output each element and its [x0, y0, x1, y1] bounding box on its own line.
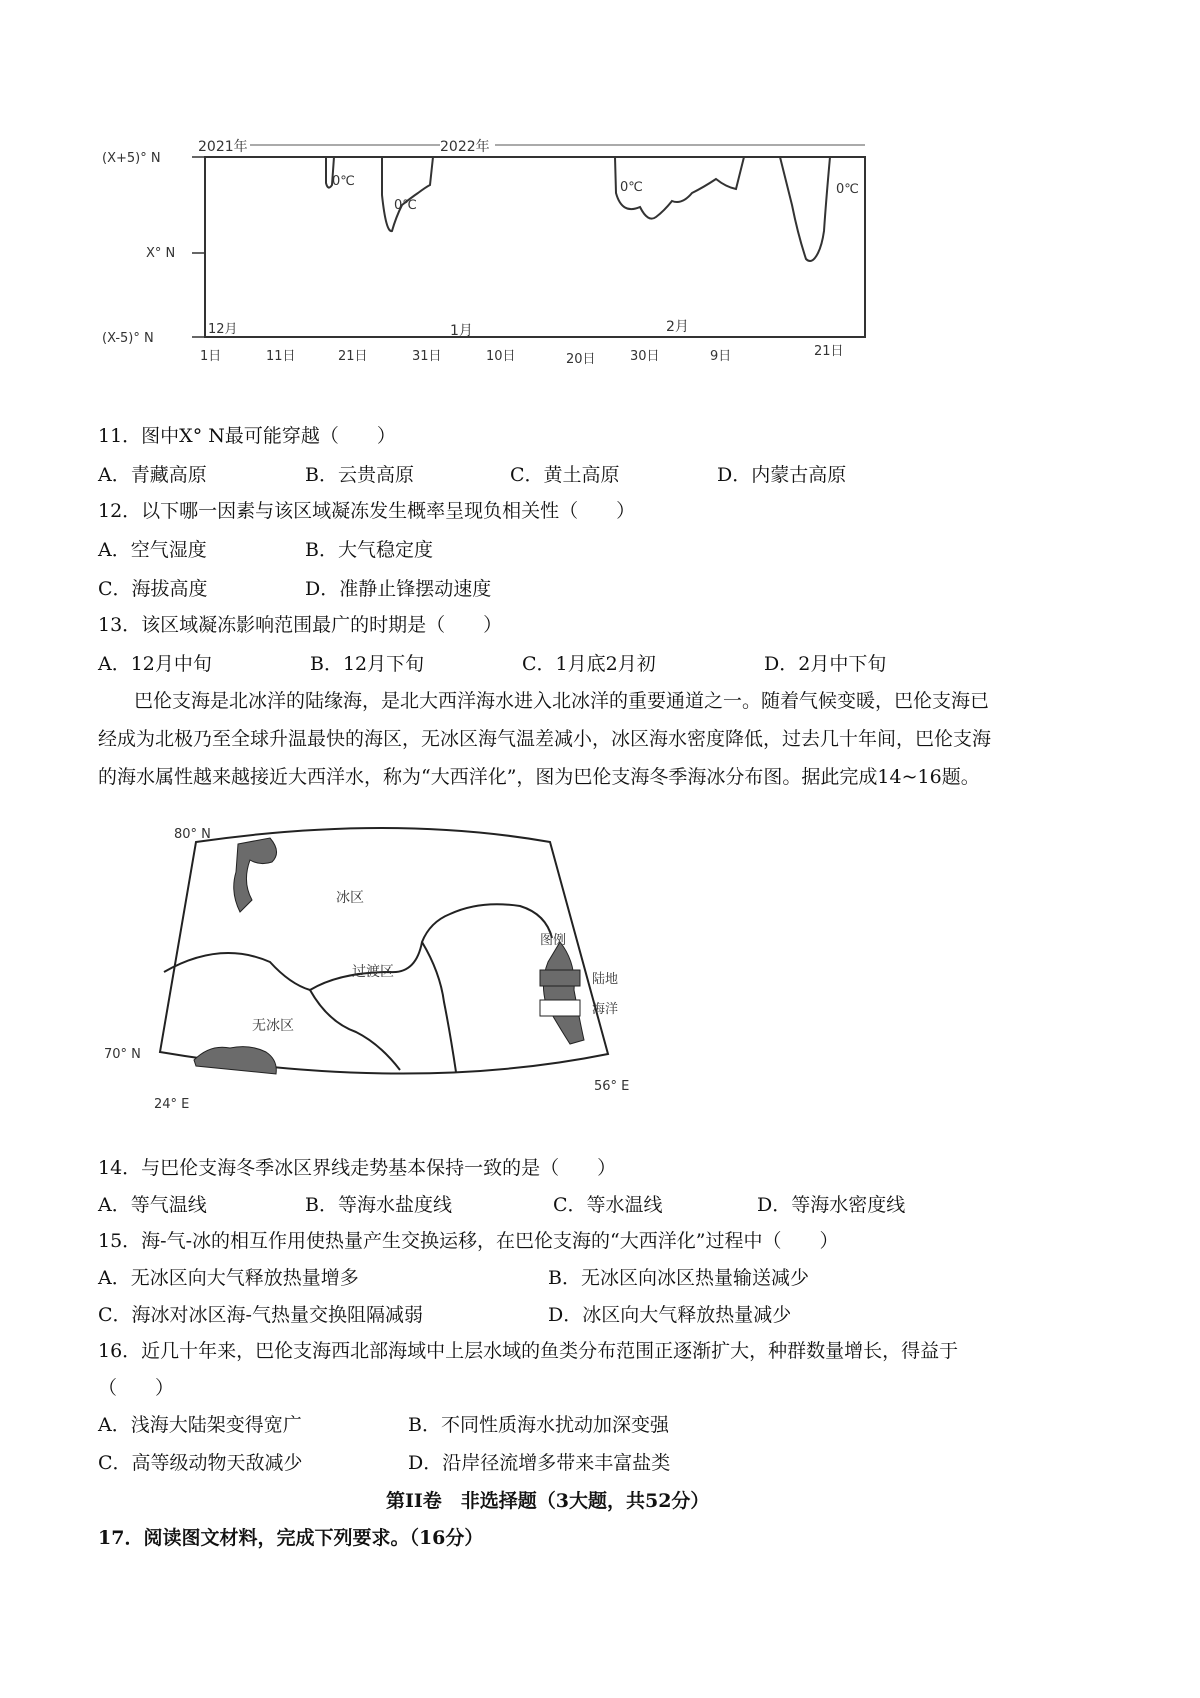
lat-70-label: 70° N — [104, 1047, 141, 1062]
freezing-region-2 — [382, 157, 433, 231]
question-11-option-b: B．云贵高原 — [305, 464, 414, 486]
legend-land-swatch — [540, 970, 580, 986]
question-14-option-d: D．等海水密度线 — [757, 1194, 906, 1216]
figure-frame — [205, 157, 865, 337]
question-13-option-d: D．2月中下旬 — [764, 653, 887, 675]
day-label: 11日 — [266, 349, 296, 364]
day-labels — [200, 344, 844, 367]
question-12-option-b: B．大气稳定度 — [305, 539, 433, 561]
day-label: 21日 — [338, 349, 368, 364]
question-11-option-d: D．内蒙古高原 — [717, 464, 847, 486]
question-13-stem: 13．该区域凝冻影响范围最广的时期是（ ） — [98, 614, 503, 636]
legend-title: 图例 — [540, 933, 567, 948]
question-14-option-b: B．等海水盐度线 — [305, 1194, 452, 1216]
y-axis-bottom-label: (X-5)° N — [102, 331, 154, 346]
isotherm-label: 0℃ — [332, 174, 355, 189]
question-16-stem-continued: （ ） — [98, 1377, 175, 1399]
question-15-option-c: C．海冰对冰区海-气热量交换阻隔减弱 — [98, 1304, 423, 1326]
day-label: 1日 — [200, 349, 222, 364]
zone-ice-label: 冰区 — [336, 890, 364, 906]
section-2-heading: 第II卷 非选择题（3大题，共52分） — [386, 1490, 710, 1512]
map-legend — [538, 930, 698, 1050]
freezing-region-4 — [780, 157, 830, 261]
question-13-option-a: A．12月中旬 — [98, 653, 212, 675]
year-2021-label: 2021年 — [198, 139, 248, 155]
y-axis-mid-label: X° N — [146, 246, 176, 261]
isotherm-label: 0℃ — [836, 182, 859, 197]
question-15-option-b: B．无冰区向冰区热量输送减少 — [548, 1267, 809, 1289]
passage-line-3: 的海水属性越来越接近大西洋水，称为“大西洋化”，图为巴伦支海冬季海冰分布图。据此完成14~16题。 — [98, 766, 980, 788]
zone-no-ice-label: 无冰区 — [252, 1018, 294, 1034]
question-14-stem: 14．与巴伦支海冬季冰区界线走势基本保持一致的是（ ） — [98, 1157, 617, 1179]
question-15-option-a: A．无冰区向大气释放热量增多 — [98, 1267, 359, 1289]
question-13-option-c: C．1月底2月初 — [522, 653, 656, 675]
legend-land-label: 陆地 — [592, 972, 619, 987]
question-12-option-c: C．海拔高度 — [98, 578, 208, 600]
day-label: 21日 — [814, 344, 844, 359]
question-11-option-c: C．黄土高原 — [510, 464, 620, 486]
question-14-option-c: C．等水温线 — [553, 1194, 663, 1216]
day-label: 20日 — [566, 352, 596, 367]
day-label: 30日 — [630, 349, 660, 364]
legend-ocean-label: 海洋 — [592, 1002, 619, 1017]
month-dec-label: 12月 — [208, 322, 238, 337]
question-16-option-b: B．不同性质海水扰动加深变强 — [408, 1414, 669, 1436]
question-13-option-b: B．12月下旬 — [310, 653, 425, 675]
lon-24-label: 24° E — [154, 1097, 190, 1112]
question-12-option-d: D．准静止锋摆动速度 — [305, 578, 492, 600]
question-15-stem: 15．海-气-冰的相互作用使热量产生交换运移，在巴伦支海的“大西洋化”过程中（ ） — [98, 1230, 839, 1252]
passage-line-2: 经成为北极乃至全球升温最快的海区，无冰区海气温差减小，冰区海水密度降低，过去几十年间，巴伦支海 — [98, 728, 992, 750]
y-axis-top-label: (X+5)° N — [102, 151, 161, 166]
land-scandinavia — [194, 1047, 276, 1074]
question-16-stem: 16．近几十年来，巴伦支海西北部海域中上层水域的鱼类分布范围正逐渐扩大，种群数量增长，得益于 — [98, 1340, 959, 1362]
question-11-stem: 11．图中X° N最可能穿越（ ） — [98, 425, 396, 447]
zone-transition-label: 过渡区 — [352, 964, 394, 980]
question-11-option-a: A．青藏高原 — [98, 464, 207, 486]
day-label: 31日 — [412, 349, 442, 364]
question-16-option-a: A．浅海大陆架变得宽广 — [98, 1414, 302, 1436]
isotherm-label: 0℃ — [394, 198, 417, 213]
legend-ocean-swatch — [540, 1000, 580, 1016]
question-15-option-d: D．冰区向大气释放热量减少 — [548, 1304, 792, 1326]
question-14-option-a: A．等气温线 — [98, 1194, 207, 1216]
passage-line-1: 巴伦支海是北冰洋的陆缘海，是北大西洋海水进入北冰洋的重要通道之一。随着气候变暖，巴伦支海已 — [134, 690, 990, 712]
question-16-option-c: C．高等级动物天敌减少 — [98, 1452, 303, 1474]
month-feb-label: 2月 — [666, 319, 689, 335]
freezing-latitude-time-figure — [100, 135, 960, 380]
question-12-stem: 12．以下哪一因素与该区域凝冻发生概率呈现负相关性（ ） — [98, 500, 636, 522]
day-label: 10日 — [486, 349, 516, 364]
question-12-option-a: A．空气湿度 — [98, 539, 207, 561]
isotherm-label: 0℃ — [620, 180, 643, 195]
month-jan-label: 1月 — [450, 323, 473, 339]
year-2022-label: 2022年 — [440, 139, 490, 155]
lon-56-label: 56° E — [594, 1079, 630, 1094]
question-17-stem: 17．阅读图文材料，完成下列要求。（16分） — [98, 1527, 484, 1549]
lat-80-label: 80° N — [174, 827, 211, 842]
day-label: 9日 — [710, 349, 732, 364]
question-16-option-d: D．沿岸径流增多带来丰富盐类 — [408, 1452, 671, 1474]
